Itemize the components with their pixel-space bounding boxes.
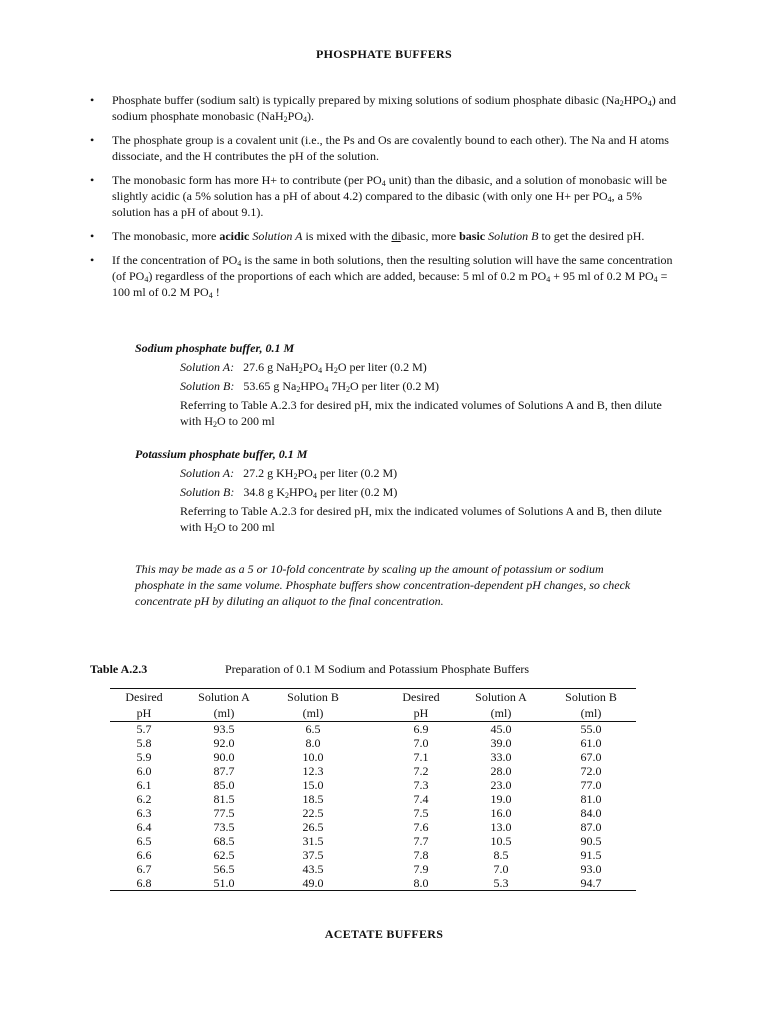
column-header: (ml) <box>456 705 546 722</box>
table-cell: 7.7 <box>413 834 429 848</box>
table-cell: 51.0 <box>178 876 270 891</box>
table-cell: 6.9 <box>413 722 429 736</box>
table-cell: 68.5 <box>213 834 235 848</box>
table-cell: 93.0 <box>580 862 602 876</box>
bullet-dot-icon: • <box>90 93 95 107</box>
table-cell: 37.5 <box>302 848 324 862</box>
table-cell: 91.5 <box>580 848 602 862</box>
bullet-item: • Phosphate buffer (sodium salt) is typically prepared by mixing solutions of sodium phosphate dibasic $(Na_2HPO_4)$ and sodium phosphate monobasic $(NaH_2PO_4)$. <box>90 93 677 124</box>
table-header-row <box>110 705 636 722</box>
table-cell: 87.0 <box>580 820 602 834</box>
table-row <box>110 792 636 806</box>
table-cell: 6.7 <box>136 862 152 876</box>
bullet-item: • If the concentration of $PO_4$ is the same in both solutions, then the resulting solution will have the same concentration (of $PO_4$) regardless of the proportions of each which are added, because: 5 ml of 0.2 m $PO_4 + 95$ ml of 0.2 M $PO_4 = 100$ ml of 0.2 M $PO_4$ ! <box>90 253 673 300</box>
table-cell: 7.3 <box>413 778 429 792</box>
table-label: Table A.2.3 <box>90 662 148 676</box>
table-row <box>110 764 636 778</box>
table-cell: 7.0 <box>493 862 509 876</box>
table-cell: 85.0 <box>213 778 235 792</box>
table-cell: 18.5 <box>302 792 324 806</box>
table-row <box>110 834 636 848</box>
table-row <box>110 806 636 820</box>
table-cell: 8.5 <box>493 848 509 862</box>
table-cell: 8.0 <box>305 736 321 750</box>
phosphate-buffer-table <box>110 688 636 891</box>
sodium-buffer-section <box>135 340 695 429</box>
table-cell: 6.2 <box>136 792 152 806</box>
instruction-text: Referring to Table A.2.3 for desired pH, mix the indicated volumes of Solutions A and B, then dilute with $H_2O$ to 200 ml <box>180 398 662 429</box>
table-row <box>110 778 636 792</box>
table-cell: 7.1 <box>413 750 429 764</box>
column-header: Solution B <box>270 689 356 706</box>
section-heading: Sodium phosphate buffer, 0.1 M <box>135 341 295 355</box>
table-cell: 5.9 <box>136 750 152 764</box>
table-cell: 15.0 <box>302 778 324 792</box>
table-cell: 77.0 <box>580 778 602 792</box>
table-cell: 23.0 <box>490 778 512 792</box>
table-cell: 90.0 <box>213 750 235 764</box>
table-cell: 12.3 <box>302 764 324 778</box>
table-row <box>110 862 636 876</box>
table-cell: 93.5 <box>213 722 235 736</box>
table-cell: 61.0 <box>580 736 602 750</box>
column-header: (ml) <box>178 705 270 722</box>
column-header: Desired <box>386 689 456 706</box>
table-cell: 7.8 <box>413 848 429 862</box>
table-cell: 33.0 <box>490 750 512 764</box>
table-cell: 94.7 <box>546 876 636 891</box>
bullet-dot-icon: • <box>90 133 95 147</box>
table-cell: 72.0 <box>580 764 602 778</box>
table-cell: 6.5 <box>305 722 321 736</box>
table-cell: 45.0 <box>490 722 512 736</box>
concentrate-note: This may be made as a 5 or 10-fold concentrate by scaling up the amount of potassium or sodium phosphate in the same volume. Phosphate buffers show concentration-dependent pH changes, so check concentrate pH by diluting an aliquot to the final concentration. <box>135 562 631 608</box>
table-cell: 8.0 <box>386 876 456 891</box>
section-heading: Potassium phosphate buffer, 0.1 M <box>135 447 308 461</box>
column-header: Solution B <box>546 689 636 706</box>
column-header: (ml) <box>270 705 356 722</box>
table-cell: 16.0 <box>490 806 512 820</box>
table-row <box>110 722 636 737</box>
bullet-dot-icon: • <box>90 173 95 187</box>
table-cell: 56.5 <box>213 862 235 876</box>
bullet-list <box>90 92 680 308</box>
table-cell: 6.4 <box>136 820 152 834</box>
solution-b-line: Solution B: 53.65 g $Na_2HPO_4$ $7H_2O$ per liter (0.2 M) <box>180 379 439 394</box>
table-cell: 6.0 <box>136 764 152 778</box>
table-description: Preparation of 0.1 M Sodium and Potassium Phosphate Buffers <box>225 662 530 676</box>
solution-a-line: Solution A: 27.2 g $KH_2PO_4$ per liter (0.2 M) <box>180 466 398 481</box>
column-header: Solution A <box>456 689 546 706</box>
bullet-item: • The monobasic form has more H+ to contribute (per $PO_4$ unit) than the dibasic, and a solution of monobasic will be slightly acidic (a 5% solution has a pH of about 4.2) compared to the dibasic (with only one H+ per $PO_4$, a 5% solution has a pH of about 9.1). <box>90 173 667 219</box>
table-cell: 90.5 <box>580 834 602 848</box>
table-row <box>110 736 636 750</box>
column-header: Desired <box>110 689 178 706</box>
table-cell: 77.5 <box>213 806 235 820</box>
instruction-text: Referring to Table A.2.3 for desired pH, mix the indicated volumes of Solutions A and B, then dilute with $H_2O$ to 200 ml <box>180 504 662 535</box>
column-header: pH <box>110 705 178 722</box>
table-header-row <box>110 689 636 706</box>
table-cell: 26.5 <box>302 820 324 834</box>
table-cell: 7.6 <box>413 820 429 834</box>
table-cell: 92.0 <box>213 736 235 750</box>
column-header: pH <box>386 705 456 722</box>
table-cell: 19.0 <box>490 792 512 806</box>
table-cell: 7.5 <box>413 806 429 820</box>
solution-a-line: Solution A: 27.6 g $NaH_2PO_4$ $H_2O$ per liter (0.2 M) <box>180 360 427 375</box>
table-cell: 6.5 <box>136 834 152 848</box>
table-row <box>110 820 636 834</box>
bullet-dot-icon: • <box>90 229 95 243</box>
table-cell: 7.9 <box>413 862 429 876</box>
table-cell: 5.7 <box>136 722 152 736</box>
table-cell: 6.1 <box>136 778 152 792</box>
bullet-item: • The monobasic, more acidic Solution A is mixed with the dibasic, more basic Solution B to get the desired pH. <box>90 229 645 243</box>
table-cell: 81.0 <box>580 792 602 806</box>
column-header: (ml) <box>546 705 636 722</box>
table-cell: 49.0 <box>270 876 356 891</box>
page-title: PHOSPHATE BUFFERS <box>316 47 452 61</box>
table-cell: 6.3 <box>136 806 152 820</box>
table-cell: 7.2 <box>413 764 429 778</box>
table-cell: 73.5 <box>213 820 235 834</box>
table-row <box>110 848 636 862</box>
table-row <box>110 750 636 764</box>
table-cell: 22.5 <box>302 806 324 820</box>
table-cell: 67.0 <box>580 750 602 764</box>
table-cell: 6.6 <box>136 848 152 862</box>
table-cell: 5.8 <box>136 736 152 750</box>
potassium-buffer-section <box>135 446 695 535</box>
bullet-dot-icon: • <box>90 253 95 267</box>
table-row <box>110 876 636 891</box>
table-cell: 6.8 <box>110 876 178 891</box>
table-cell: 10.0 <box>302 750 324 764</box>
table-cell: 43.5 <box>302 862 324 876</box>
solution-b-line: Solution B: 34.8 g $K_2HPO_4$ per liter (0.2 M) <box>180 485 398 500</box>
table-cell: 39.0 <box>490 736 512 750</box>
table-cell: 55.0 <box>580 722 602 736</box>
next-section-title: ACETATE BUFFERS <box>324 927 444 941</box>
table-cell: 87.7 <box>213 764 235 778</box>
table-cell: 5.3 <box>456 876 546 891</box>
table-cell: 81.5 <box>213 792 235 806</box>
table-cell: 31.5 <box>302 834 324 848</box>
table-cell: 7.4 <box>413 792 429 806</box>
table-cell: 28.0 <box>490 764 512 778</box>
table-cell: 84.0 <box>580 806 602 820</box>
table-cell: 7.0 <box>413 736 429 750</box>
column-header: Solution A <box>178 689 270 706</box>
table-cell: 62.5 <box>213 848 235 862</box>
bullet-item: • The phosphate group is a covalent unit (i.e., the Ps and Os are covalently bound to each other). The Na and H atoms dissociate, and the H contributes the pH of the solution. <box>90 133 669 163</box>
table-cell: 13.0 <box>490 820 512 834</box>
table-cell: 10.5 <box>490 834 512 848</box>
